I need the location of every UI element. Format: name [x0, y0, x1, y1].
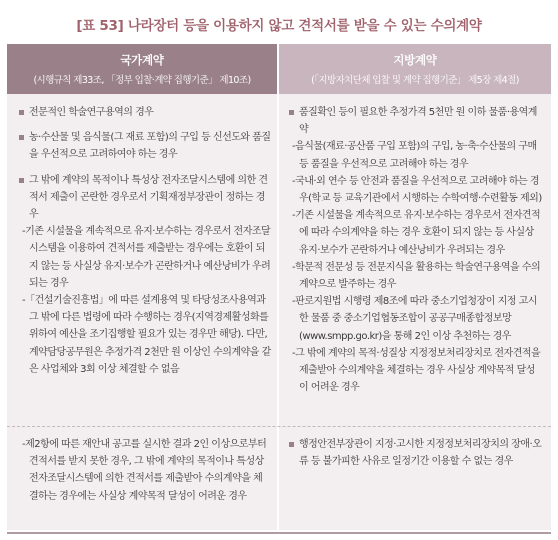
national-cell-row2: [19, 436, 271, 505]
list-subitem: -제2항에 따른 재안내 공고를 실시한 결과 2인 이상으로부터 견적서를 받지 못한 경우, 그 밖에 계약의 목적이나 특성상 전자조달시스템에 의한 견적서를 제출받아 수의계약을 체결하는 경우에는 사실상 계약목적 달성이 어려운 경우: [22, 439, 267, 502]
table-caption: [표 53] 나라장터 등을 이용하지 않고 견적서를 받을 수 있는 수의계약: [76, 18, 482, 34]
list-subitem: -그 밖에 계약의 목적·성질상 지정정보처리장치로 전자견적을 제출받아 수의계약을 체결하는 경우 사실상 계약목적 달성이 어려운 경우: [292, 347, 541, 394]
list-subitem: -학문적 전문성 등 전문지식을 활용하는 학술연구용역을 수의계약으로 발주하는 경우: [292, 261, 541, 291]
row-divider: [7, 426, 551, 427]
list-item: 그 밖에 계약의 목적이나 특성상 전자조달시스템에 의한 견적서 제출이 곤란한 경우로서 기획재정부장관이 정하는 경우: [19, 172, 271, 224]
comparison-table: [7, 44, 551, 534]
header-subtitle-local: (「지방자치단체 입찰 및 계약 집행기준」 제5장 제4절): [311, 75, 519, 86]
list-item: 행정안전부장관이 지정·고시한 지정정보처리장치의 장애·오류 등 불가피한 사유로 일정기간 이용할 수 없는 경우: [289, 436, 543, 470]
list-subitem: -판로지원법 시행령 제8조에 따라 중소기업청장이 지정 고시한 물품 중 중소기업협동조합이 공공구매종합정보망(www.smpp.go.kr)을 통해 2인 이상 추천하는 경우: [292, 296, 537, 342]
local-cell-row1: [289, 104, 543, 396]
national-cell-row1: [19, 104, 271, 378]
list-subitem: -음식물(재료·공산품 구입 포함)의 구입, 농·축·수산물의 구매 등 품질을 우선적으로 고려해야 하는 경우: [292, 141, 537, 170]
list-subitem: -기존 시설물을 계속적으로 유지·보수하는 경우로서 전자조달시스템을 이용하여 견적서를 제출받는 경우에는 호환이 되지 않는 등 사실상 유지·보수가 곤란하거나 예산낭비가 우려되는 경우: [22, 226, 271, 289]
header-national-contract: [7, 44, 277, 94]
list-item: 품질확인 등이 필요한 추정가격 5천만 원 이하 물품·용역계약: [289, 104, 543, 138]
list-item: 농·수산물 및 음식물(그 재료 포함)의 구입 등 신선도와 품질을 우선적으로 고려하여야 하는 경우: [19, 129, 271, 163]
local-cell-row2: [289, 436, 543, 470]
header-title-national: 국가계약: [120, 53, 164, 67]
header-local-contract: [279, 44, 551, 94]
list-subitem: -기존 시설물을 계속적으로 유지·보수하는 경우로서 전자견적에 따라 수의계약을 하는 경우 호환이 되지 않는 등 사실상 유지·보수가 곤란하거나 예산낭비가 우려되는 경우: [292, 210, 541, 256]
list-subitem: -국내·외 연수 등 안전과 품질을 우선적으로 고려해야 하는 경우(학교 등 교육기관에서 시행하는 수학여행·수련활동 제외): [292, 175, 542, 205]
list-item: 전문적인 학술연구용역의 경우: [19, 104, 271, 121]
header-subtitle-national: (시행규칙 제33조, 「정부 입찰·계약 집행기준」 제10조): [33, 75, 251, 86]
column-divider: [277, 94, 279, 530]
list-subitem: -「건설기술진흥법」에 따른 설계용역 및 타당성조사용역과 그 밖에 다른 법령에 따라 수행하는 경우(지역경제활성화를 위하여 예산을 조기집행할 필요가 있는 경우만 해당). 다만, 계약담당공무원은 추정가격 2천만 원 이상인 수의계약을 같은 사업체와 3회 이상 체결할 수 없음: [22, 295, 271, 375]
header-title-local: 지방계약: [393, 53, 437, 67]
